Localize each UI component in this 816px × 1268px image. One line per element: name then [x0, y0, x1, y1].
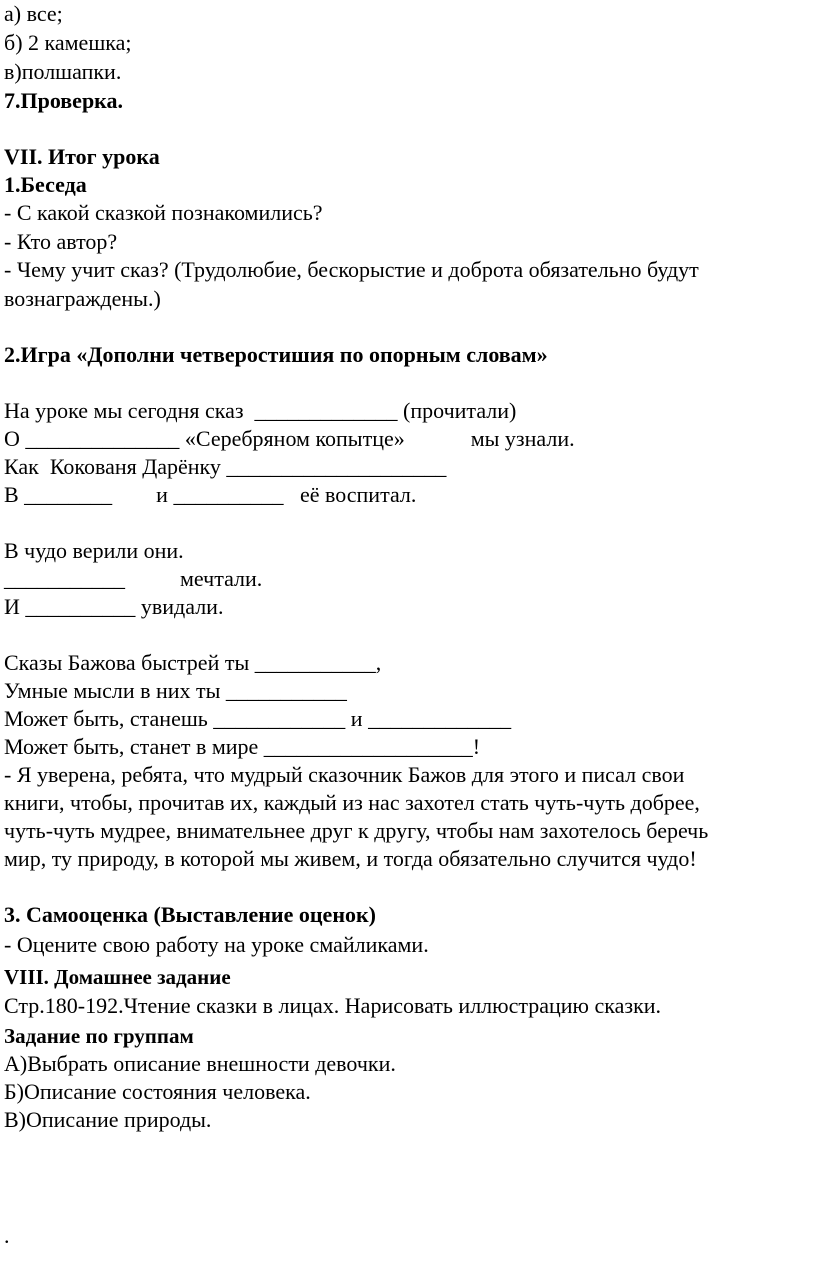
summary-heading: VII. Итог урока: [4, 144, 160, 169]
talk-heading: 1.Беседа: [4, 172, 87, 197]
stanza-2-line: В чудо верили они.: [4, 538, 184, 563]
stanza-1-line: В ________ и __________ её воспитал.: [4, 482, 417, 507]
trailing-dot: .: [4, 1223, 10, 1248]
stanza-2-line: И __________ увидали.: [4, 594, 224, 619]
homework-heading: VIII. Домашнее задание: [4, 965, 231, 989]
stanza-3-line: Умные мысли в них ты ___________: [4, 678, 347, 703]
stanza-2-line: ___________ мечтали.: [4, 566, 263, 591]
stanza-3-line: Сказы Бажова быстрей ты ___________,: [4, 650, 382, 675]
stanza-1-line: О ______________ «Серебряном копытце» мы узнали.: [4, 426, 575, 451]
closing-line: книги, чтобы, прочитав их, каждый из нас захотел стать чуть-чуть добрее,: [4, 790, 700, 815]
question-1: - С какой сказкой познакомились?: [4, 200, 323, 225]
self-assessment-heading: 3. Самооценка (Выставление оценок): [4, 902, 376, 927]
question-3-line-2: вознаграждены.): [4, 286, 161, 311]
game-heading: 2.Игра «Дополни четверостишия по опорным словам»: [4, 342, 548, 367]
stanza-1-line: На уроке мы сегодня сказ _____________ (прочитали): [4, 398, 517, 423]
closing-line: мир, ту природу, в которой мы живем, и тогда обязательно случится чудо!: [4, 846, 697, 871]
stanza-1-line: Как Кокованя Дарёнку ____________________: [4, 454, 447, 479]
stanza-3-line: Может быть, станешь ____________ и _____________: [4, 706, 512, 731]
stanza-3-line: Может быть, станет в мире ___________________!: [4, 734, 481, 759]
group-task: А)Выбрать описание внешности девочки.: [4, 1051, 396, 1076]
closing-line: - Я уверена, ребята, что мудрый сказочник Бажов для этого и писал свои: [4, 762, 685, 787]
answer-c: в)полшапки.: [4, 59, 122, 84]
answer-b: б) 2 камешка;: [4, 30, 132, 55]
question-2: - Кто автор?: [4, 229, 118, 254]
answer-a: а) все;: [4, 1, 63, 26]
homework-text: Стр.180-192.Чтение сказки в лицах. Нарисовать иллюстрацию сказки.: [4, 993, 662, 1018]
closing-line: чуть-чуть мудрее, внимательнее друг к другу, чтобы нам захотелось беречь: [4, 818, 709, 843]
group-task: Б)Описание состояния человека.: [4, 1079, 311, 1104]
self-assessment-text: - Оцените свою работу на уроке смайликами.: [4, 932, 429, 957]
groups-heading: Задание по группам: [4, 1024, 194, 1048]
question-3-line-1: - Чему учит сказ? (Трудолюбие, бескорыстие и доброта обязательно будут: [4, 257, 699, 282]
group-task: В)Описание природы.: [4, 1107, 212, 1132]
check-heading: 7.Проверка.: [4, 88, 124, 113]
